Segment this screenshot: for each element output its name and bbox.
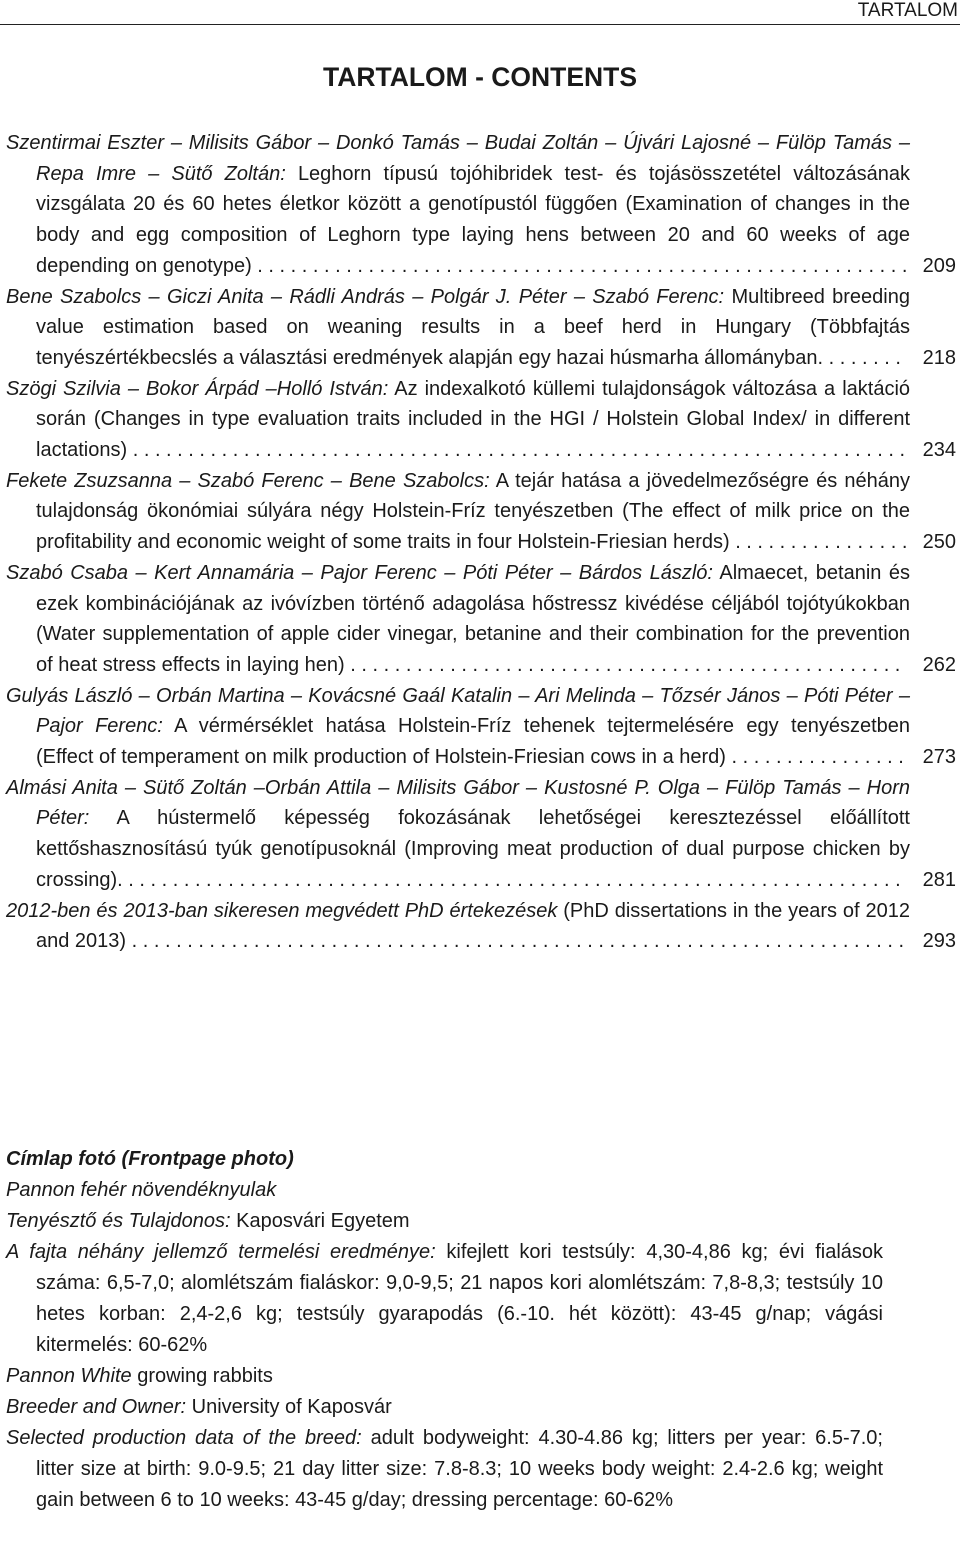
toc-authors: Szabó Csaba – Kert Annamária – Pajor Ferenc – Póti Péter – Bárdos László: — [6, 561, 713, 584]
toc-authors: Bene Szabolcs – Giczi Anita – Rádli András – Polgár J. Péter – Szabó Ferenc: — [6, 285, 725, 308]
toc-page-number: 209 — [922, 254, 956, 277]
page-title: TARTALOM - CONTENTS — [322, 62, 638, 92]
toc-page-number: 218 — [922, 346, 956, 369]
toc-title: Leghorn típusú tojóhibridek test- és tojásösszetétel változásának vizsgálata 20 és 60 hetes életkor között a genotípustól függően (Examination of changes in the body and egg composition of Leghorn type laying hens between 20 and 60 weeks of age depending on genotype) — [36, 162, 910, 277]
dot-leader: . . . . . . . . . . . . . . . . . . . . . . . . . . . . . . . . . . . . . . . . . . . . . . . . . . . . . . . . . . . . . . . . . . . . . . — [122, 868, 901, 891]
dot-leader: . . . . . . . . . . . . . . . . . . . . . . . . . . . . . . . . . . . . . . . . . . . . . . . . . . . . . . . . . . . — [251, 254, 908, 277]
toc-title: Az indexalkotó küllemi tulajdonságok változása a laktáció során (Changes in type evaluation traits included in the HGI / Holstein Global Index/ in different lactations) — [36, 377, 911, 462]
en-owner-label: Breeder and Owner: — [6, 1396, 187, 1418]
toc-title: Multibreed breeding value estimation based on weaning results in a beef herd in Hungary (Többfajtás tenyészértékbecslés a választási eredmények alapján egy hazai húsmarha állományban. — [36, 285, 910, 369]
toc-title: A vérmérséklet hatása Holstein-Fríz tehenek tejtermelésére egy tenyészetben (Effect of temperament on milk production of Holstein-Friesian cows in a herd) — [36, 715, 910, 769]
running-head: TARTALOM — [857, 0, 958, 21]
toc-page-number: 234 — [922, 439, 956, 462]
toc-authors: Szentirmai Eszter – Milisits Gábor – Donkó Tamás – Budai Zoltán – Újvári Lajosné – Fülöp Tamás – Repa Imre – Sütő Zoltán: — [6, 132, 910, 185]
toc-page-number: 250 — [922, 531, 956, 554]
toc-entry[interactable] — [6, 282, 956, 374]
header-rule — [0, 24, 960, 25]
toc-page-number: 262 — [922, 653, 956, 676]
en-breed-value: growing rabbits — [137, 1365, 273, 1387]
hu-owner-value: Kaposvári Egyetem — [236, 1210, 410, 1232]
hu-breed: Pannon fehér növendéknyulak — [6, 1179, 277, 1201]
en-owner-value: University of Kaposvár — [191, 1396, 392, 1418]
dot-leader: . . . . . . . . . . . . . . . . . . . . . . . . . . . . . . . . . . . . . . . . . . . . . . . . . . . . . . . . . . . . . . . . . . . . . . — [126, 930, 905, 953]
toc-page-number: 281 — [922, 868, 956, 891]
en-breed-label: Pannon White — [6, 1365, 132, 1387]
toc-title: Almaecet, betanin és ezek kombinációjának az ivóvízben történő adagolása hőstressz kivédése céljából tojótyúkokban (Water supplementation of apple cider vinegar, betanine and their combination for the prevention of heat stress effects in laying hen) — [36, 561, 910, 676]
toc-title: A hústermelő képesség fokozásának lehetőségei keresztezéssel előállított kettőshasznosítású tyúk genotípusoknál (Improving meat production of dual purpose chicken by crossing). — [36, 807, 910, 891]
dot-leader: . . . . . . . . . . . . . . . . . . . . . . . . . . . . . . . . . . . . . . . . . . . . . . . . . . . . . . . . . . . . . . . . . . . . . . — [127, 439, 906, 462]
dot-leader: . . . . . . . . . . . . . . . . — [725, 746, 904, 769]
toc-authors: Fekete Zsuzsanna – Szabó Ferenc – Bene Szabolcs: — [6, 469, 490, 492]
toc-entry[interactable] — [6, 681, 956, 773]
dot-leader: . . . . . . . . . . . . . . . . — [729, 531, 908, 554]
dot-leader: . . . . . . . . . . . . . . . . . . . . . . . . . . . . . . . . . . . . . . . . . . . . . . . . . . — [344, 653, 901, 676]
en-data-value: adult bodyweight: 4.30-4.86 kg; litters per year: 6.5-7.0; litter size at birth: 9.0-9.5; 21 day litter size: 7.8-8.3; 10 weeks body weight: 2.4-2.6 kg; weight gain between 6 to 10 weeks: 43-45 g/day; dressing percentage: 60-62% — [36, 1427, 883, 1511]
toc-authors: Szögi Szilvia – Bokor Árpád –Holló István: — [6, 377, 389, 400]
toc-page-number: 293 — [922, 930, 956, 953]
toc-title: (PhD dissertations in the years of 2012 and 2013) — [36, 899, 911, 953]
toc-authors: Gulyás László – Orbán Martina – Kovácsné Gaál Katalin – Ari Melinda – Tőzsér János – Póti Péter – Pajor Ferenc: — [6, 684, 910, 738]
en-data-label: Selected production data of the breed: — [6, 1427, 362, 1449]
toc-entry[interactable] — [6, 558, 956, 681]
table-of-contents — [6, 128, 956, 957]
cover-heading: Címlap fotó (Frontpage photo) — [6, 1148, 294, 1170]
toc-entry[interactable] — [6, 466, 956, 558]
hu-data-value: kifejlett kori testsúly: 4,30-4,86 kg; évi fialások száma: 6,5-7,0; alomlétszám fialáskor: 9,0-9,5; 21 napos kori alomlétszám: 7,8-8,3; testsúly 10 hetes korban: 2,4-2,6 kg; testsúly gyarapodás (6.-10. hét között): 43-45 g/nap; vágási kitermelés: 60-62% — [36, 1241, 884, 1356]
hu-owner-label: Tenyésztő és Tulajdonos: — [6, 1210, 231, 1232]
toc-entry[interactable] — [6, 773, 956, 896]
toc-entry[interactable] — [6, 374, 956, 466]
toc-authors: Almási Anita – Sütő Zoltán –Orbán Attila – Milisits Gábor – Kustosné P. Olga – Fülöp Tamás – Horn Péter: — [6, 776, 910, 830]
toc-entry[interactable] — [6, 128, 956, 282]
toc-authors: 2012-ben és 2013-ban sikeresen megvédett PhD értekezések — [6, 899, 558, 922]
toc-entry[interactable] — [6, 896, 956, 957]
toc-page-number: 273 — [922, 746, 956, 769]
hu-data-label: A fajta néhány jellemző termelési eredménye: — [6, 1241, 436, 1263]
cover-photo-section — [6, 1144, 883, 1516]
dot-leader: . . . . . . . — [823, 346, 901, 369]
toc-title: A tejár hatása a jövedelmezőségre és néhány tulajdonság ökonómiai súlyára négy Holstein-Fríz tenyészetben (The effect of milk price on the profitability and economic weight of some traits in four Holstein-Friesian herds) — [36, 469, 910, 554]
